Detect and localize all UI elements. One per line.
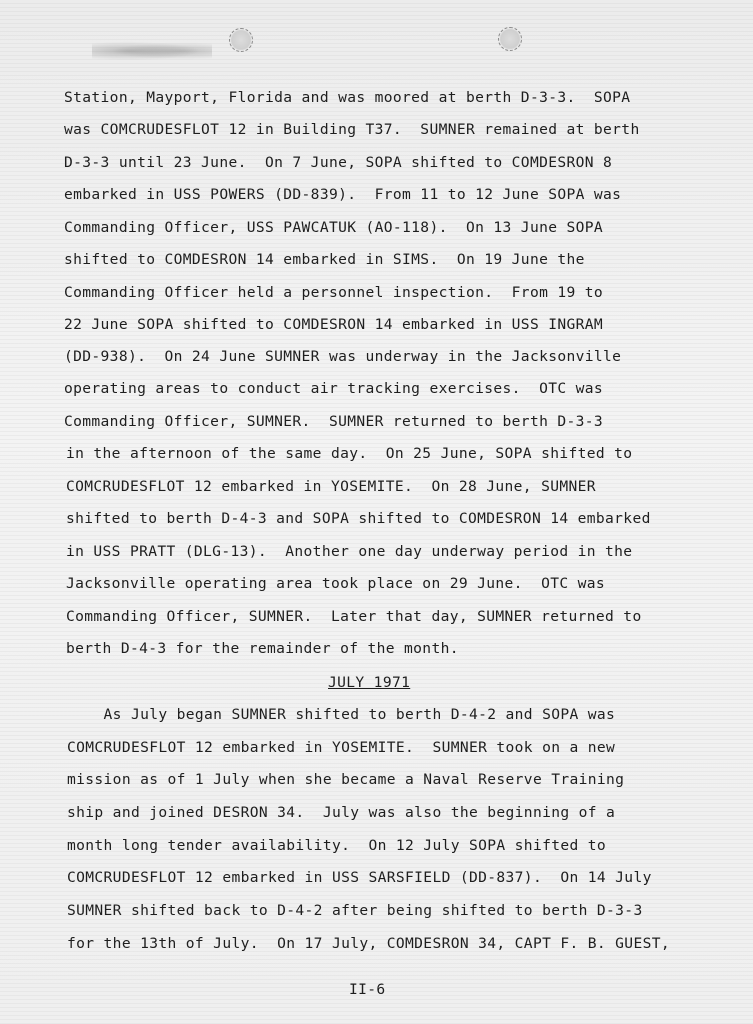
text-line: 22 June SOPA shifted to COMDESRON 14 embarked in USS INGRAM [64,316,604,333]
text-line: for the 13th of July. On 17 July, COMDESRON 34, CAPT F. B. GUEST, [67,935,670,952]
text-line: shifted to COMDESRON 14 embarked in SIMS. On 19 June the [64,251,585,268]
text-line: D-3-3 until 23 June. On 7 June, SOPA shifted to COMDESRON 8 [64,154,613,171]
ink-smudge [92,40,212,62]
text-line: Jacksonville operating area took place on 29 June. OTC was [66,575,606,592]
text-line: operating areas to conduct air tracking exercises. OTC was [64,380,604,397]
text-line: Commanding Officer held a personnel inspection. From 19 to [64,284,604,301]
text-line: Commanding Officer, SUMNER. Later that day, SUMNER returned to [66,608,642,625]
section-heading: JULY 1971 [328,674,411,691]
text-line: SUMNER shifted back to D-4-2 after being shifted to berth D-3-3 [67,902,643,919]
text-line: COMCRUDESFLOT 12 embarked in YOSEMITE. On 28 June, SUMNER [66,478,596,495]
text-line: mission as of 1 July when she became a Naval Reserve Training [67,771,625,788]
punch-hole-right [498,27,522,51]
text-line: month long tender availability. On 12 July SOPA shifted to [67,837,607,854]
text-line: Station, Mayport, Florida and was moored at berth D-3-3. SOPA [64,89,631,106]
text-line: berth D-4-3 for the remainder of the month. [66,640,459,657]
text-line: As July began SUMNER shifted to berth D-4-2 and SOPA was [67,706,616,723]
text-line: Commanding Officer, SUMNER. SUMNER returned to berth D-3-3 [64,413,604,430]
text-line: COMCRUDESFLOT 12 embarked in YOSEMITE. SUMNER took on a new [67,739,616,756]
text-line: in USS PRATT (DLG-13). Another one day underway period in the [66,543,633,560]
text-line: COMCRUDESFLOT 12 embarked in USS SARSFIELD (DD-837). On 14 July [67,869,652,886]
text-line: (DD-938). On 24 June SUMNER was underway in the Jacksonville [64,348,622,365]
text-line: Commanding Officer, USS PAWCATUK (AO-118). On 13 June SOPA [64,219,604,236]
text-line: shifted to berth D-4-3 and SOPA shifted to COMDESRON 14 embarked [66,510,651,527]
text-line: embarked in USS POWERS (DD-839). From 11 to 12 June SOPA was [64,186,622,203]
punch-hole-left [229,28,253,52]
text-line: ship and joined DESRON 34. July was also the beginning of a [67,804,616,821]
text-line: in the afternoon of the same day. On 25 June, SOPA shifted to [66,445,633,462]
page-number: II-6 [349,981,386,998]
text-line: was COMCRUDESFLOT 12 in Building T37. SUMNER remained at berth [64,121,640,138]
